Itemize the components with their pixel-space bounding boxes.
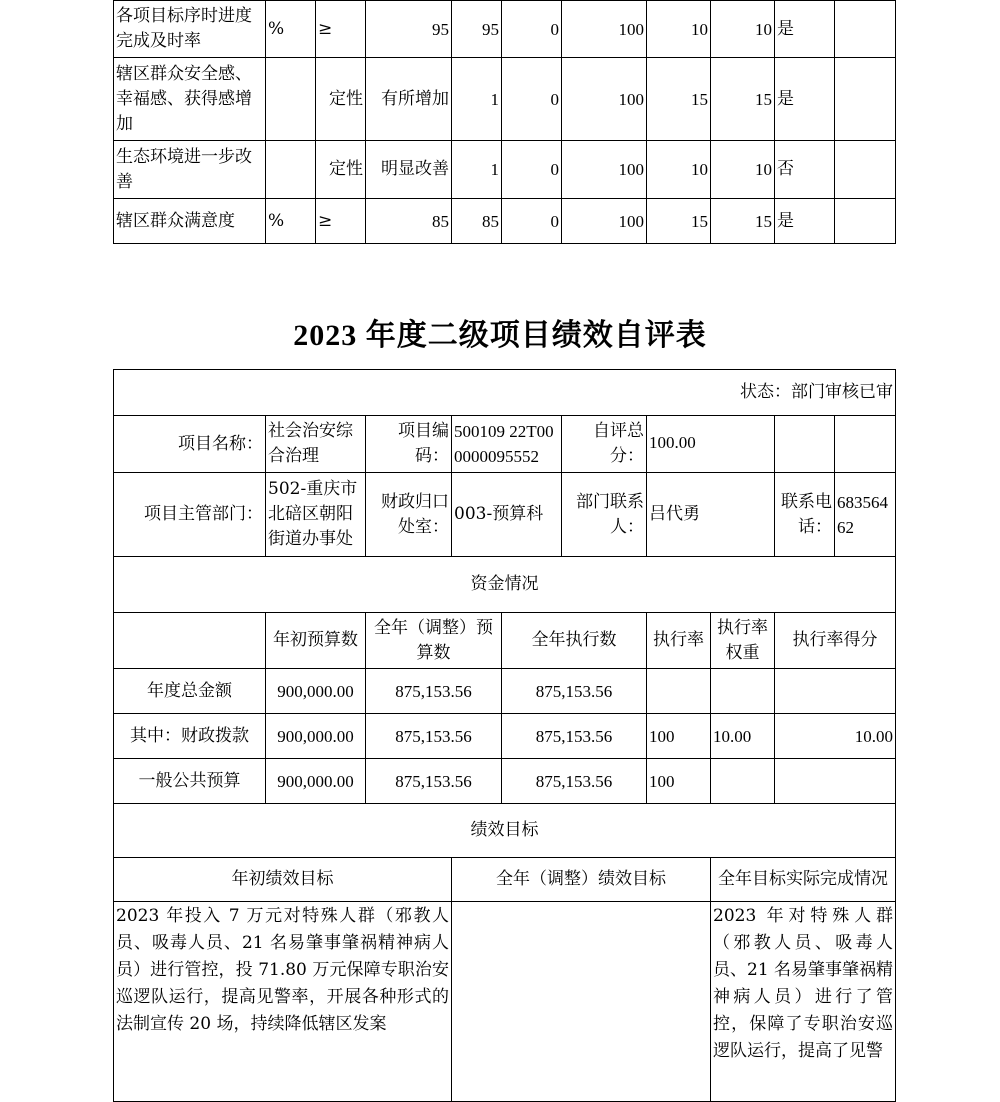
indicator-completion: 100 xyxy=(562,58,647,141)
phone-value: 68356462 xyxy=(835,473,896,557)
funds-rate-weight: 10.00 xyxy=(711,714,775,759)
indicator-completion: 100 xyxy=(562,199,647,244)
goals-initial-text: 2023 年投入 7 万元对特殊人群（邪教人员、吸毒人员、21 名易肇事肇祸精神病人员）进行管控，投 71.80 万元保障专职治安巡逻队运行，提高见警率，开展各种形式的法制宣传 20 场，持续降低辖区发案 xyxy=(114,902,452,1102)
project-code-label: 项目编码： xyxy=(366,416,452,473)
indicator-deviation: 0 xyxy=(502,141,562,199)
indicator-met: 否 xyxy=(775,141,835,199)
funds-header-initial: 年初预算数 xyxy=(266,613,366,669)
funds-header-rate-score: 执行率得分 xyxy=(775,613,896,669)
funds-rate: 100 xyxy=(647,714,711,759)
indicator-name: 辖区群众安全感、幸福感、获得感增加 xyxy=(114,58,266,141)
project-code-value: 500109 22T000000095552 xyxy=(452,416,562,473)
page-title: 2023 年度二级项目绩效自评表 xyxy=(293,319,707,352)
table-row xyxy=(114,714,896,759)
funds-initial: 900,000.00 xyxy=(266,714,366,759)
indicator-score: 10 xyxy=(711,141,775,199)
indicator-name: 各项目标序时进度完成及时率 xyxy=(114,1,266,58)
indicator-met: 是 xyxy=(775,199,835,244)
funds-executed: 875,153.56 xyxy=(502,669,647,714)
project-name-label: 项目名称： xyxy=(114,416,266,473)
funds-row-label: 年度总金额 xyxy=(114,669,266,714)
indicator-met: 是 xyxy=(775,58,835,141)
indicator-score: 15 xyxy=(711,199,775,244)
indicator-note xyxy=(835,199,896,244)
contact-value: 吕代勇 xyxy=(647,473,775,557)
indicator-actual: 95 xyxy=(452,1,502,58)
funds-header-adjusted: 全年（调整）预算数 xyxy=(366,613,502,669)
funds-rate-score xyxy=(775,669,896,714)
indicator-operator: 定性 xyxy=(316,58,366,141)
indicator-actual: 85 xyxy=(452,199,502,244)
funds-adjusted: 875,153.56 xyxy=(366,669,502,714)
finance-office-value: 003-预算科 xyxy=(452,473,562,557)
indicator-target: 85 xyxy=(366,199,452,244)
table-row xyxy=(114,141,896,199)
indicator-note xyxy=(835,1,896,58)
funds-header-rate-weight: 执行率权重 xyxy=(711,613,775,669)
funds-section-title: 资金情况 xyxy=(114,557,896,613)
self-evaluation-table xyxy=(113,369,896,1102)
funds-rate: 100 xyxy=(647,759,711,804)
indicator-table xyxy=(113,0,896,244)
funds-adjusted: 875,153.56 xyxy=(366,714,502,759)
indicator-weight: 10 xyxy=(647,1,711,58)
empty-cell xyxy=(835,416,896,473)
indicator-name: 生态环境进一步改善 xyxy=(114,141,266,199)
funds-rate-weight xyxy=(711,669,775,714)
indicator-actual: 1 xyxy=(452,58,502,141)
funds-rate xyxy=(647,669,711,714)
self-score-label: 自评总分： xyxy=(562,416,647,473)
funds-rate-score xyxy=(775,759,896,804)
contact-label: 部门联系人： xyxy=(562,473,647,557)
indicator-operator: ≥ xyxy=(316,1,366,58)
funds-adjusted: 875,153.56 xyxy=(366,759,502,804)
indicator-operator: ≥ xyxy=(316,199,366,244)
phone-label: 联系电话： xyxy=(775,473,835,557)
dept-label: 项目主管部门： xyxy=(114,473,266,557)
indicator-weight: 10 xyxy=(647,141,711,199)
indicator-unit: % xyxy=(266,199,316,244)
table-row xyxy=(114,58,896,141)
indicator-weight: 15 xyxy=(647,58,711,141)
indicator-target: 有所增加 xyxy=(366,58,452,141)
indicator-deviation: 0 xyxy=(502,199,562,244)
goals-header-adjusted: 全年（调整）绩效目标 xyxy=(452,858,711,902)
goals-actual-text: 2023 年对特殊人群（邪教人员、吸毒人员、21 名易肇事肇祸精神病人员）进行了管控，保障了专职治安巡逻队运行，提高了见警 xyxy=(711,902,896,1102)
indicator-target: 明显改善 xyxy=(366,141,452,199)
indicator-weight: 15 xyxy=(647,199,711,244)
funds-rate-weight xyxy=(711,759,775,804)
table-row xyxy=(114,1,896,58)
indicator-operator: 定性 xyxy=(316,141,366,199)
indicator-score: 10 xyxy=(711,1,775,58)
table-row xyxy=(114,759,896,804)
table-row xyxy=(114,669,896,714)
finance-office-label: 财政归口处室： xyxy=(366,473,452,557)
indicator-deviation: 0 xyxy=(502,58,562,141)
table-row xyxy=(114,199,896,244)
indicator-score: 15 xyxy=(711,58,775,141)
indicator-note xyxy=(835,141,896,199)
funds-row-label: 一般公共预算 xyxy=(114,759,266,804)
funds-executed: 875,153.56 xyxy=(502,714,647,759)
funds-header-executed: 全年执行数 xyxy=(502,613,647,669)
indicator-met: 是 xyxy=(775,1,835,58)
indicator-unit xyxy=(266,58,316,141)
indicator-completion: 100 xyxy=(562,141,647,199)
funds-executed: 875,153.56 xyxy=(502,759,647,804)
funds-initial: 900,000.00 xyxy=(266,759,366,804)
empty-cell xyxy=(775,416,835,473)
funds-rate-score: 10.00 xyxy=(775,714,896,759)
indicator-target: 95 xyxy=(366,1,452,58)
indicator-unit xyxy=(266,141,316,199)
goals-header-initial: 年初绩效目标 xyxy=(114,858,452,902)
funds-header-rate: 执行率 xyxy=(647,613,711,669)
funds-initial: 900,000.00 xyxy=(266,669,366,714)
indicator-note xyxy=(835,58,896,141)
project-name-value: 社会治安综合治理 xyxy=(266,416,366,473)
indicator-deviation: 0 xyxy=(502,1,562,58)
dept-value: 502-重庆市北碚区朝阳街道办事处 xyxy=(266,473,366,557)
indicator-actual: 1 xyxy=(452,141,502,199)
indicator-name: 辖区群众满意度 xyxy=(114,199,266,244)
self-score-value: 100.00 xyxy=(647,416,775,473)
goals-section-title: 绩效目标 xyxy=(114,804,896,858)
goals-adjusted-text xyxy=(452,902,711,1102)
status-text: 状态：部门审核已审 xyxy=(114,370,896,416)
indicator-completion: 100 xyxy=(562,1,647,58)
funds-row-label: 其中：财政拨款 xyxy=(114,714,266,759)
goals-header-actual: 全年目标实际完成情况 xyxy=(711,858,896,902)
empty-cell xyxy=(114,613,266,669)
indicator-unit: % xyxy=(266,1,316,58)
